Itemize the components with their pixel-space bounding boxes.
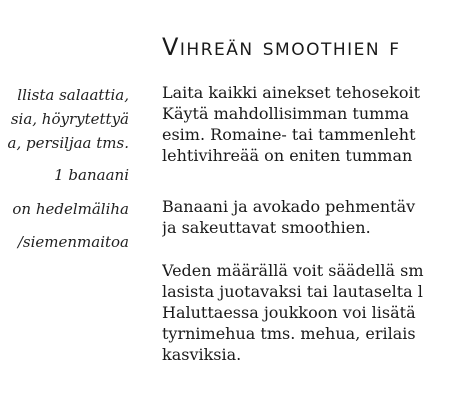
instructions-column [162, 0, 450, 405]
ingredient-line: llista salaattia, [17, 86, 129, 104]
paragraph-line: Banaani ja avokado pehmentäv [162, 197, 416, 216]
ingredient-line: 1 banaani [54, 166, 129, 184]
paragraph-line: Käytä mahdollisimman tumma [162, 104, 410, 123]
ingredient-line: sia, höyrytettyä [10, 110, 129, 128]
instructions-paragraph-3 [162, 260, 450, 365]
paragraph-line: lehtivihreää on eniten tumman [162, 146, 413, 165]
paragraph-line: Laita kaikki ainekset tehosekoit [162, 83, 420, 102]
instructions-paragraph-1 [162, 82, 450, 166]
paragraph-line: Veden määrällä voit säädellä sm [162, 261, 424, 280]
paragraph-line: tyrnimehua tms. mehua, erilais [162, 324, 416, 343]
paragraph-line: lasista juotavaksi tai lautaselta l [162, 282, 423, 301]
paragraph-line: Haluttaessa joukkoon voi lisätä [162, 303, 416, 322]
ingredients-column [0, 0, 133, 405]
instructions-paragraph-2 [162, 196, 450, 238]
paragraph-line: esim. Romaine- tai tammenleht [162, 125, 416, 144]
ingredient-line: /siemenmaitoa [17, 233, 129, 251]
paragraph-line: ja sakeuttavat smoothien. [162, 218, 371, 237]
recipe-title: Vihreän smoothien f [162, 33, 401, 61]
ingredient-line: on hedelmäliha [12, 200, 129, 218]
ingredient-line: a, persiljaa tms. [7, 134, 129, 152]
paragraph-line: kasviksia. [162, 345, 242, 364]
